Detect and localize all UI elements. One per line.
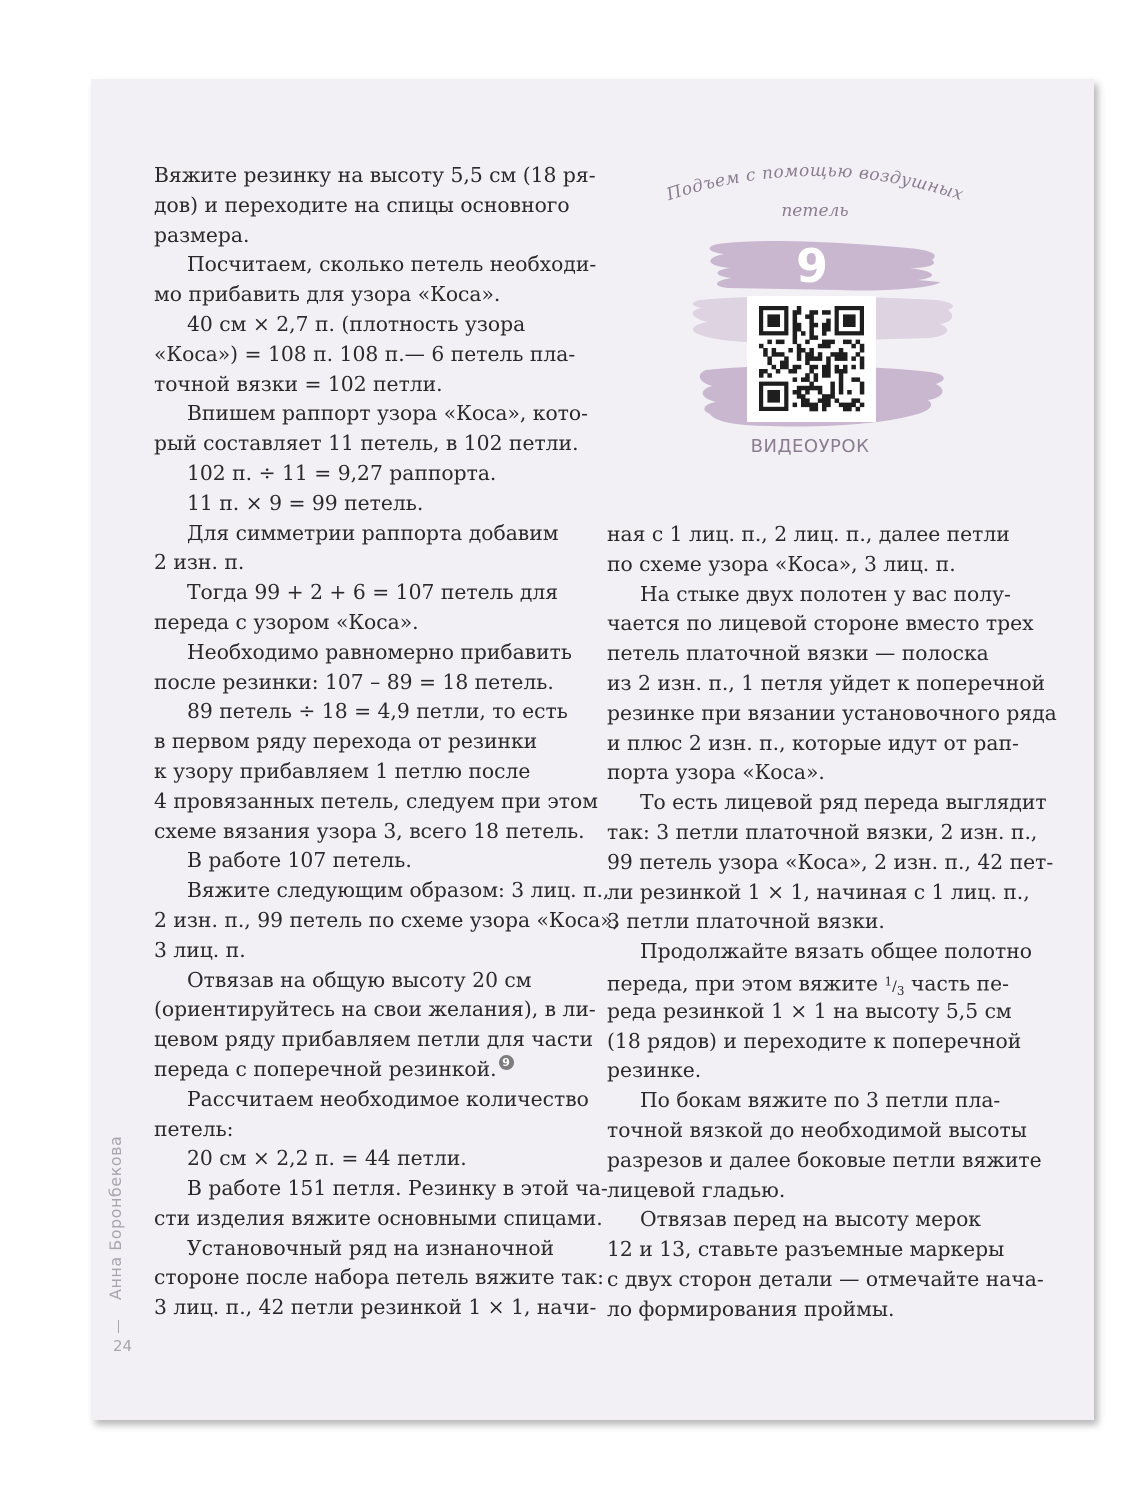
text-line: разрезов и далее боковые петли вяжите: [607, 1147, 1042, 1172]
text-line: размера.: [154, 222, 250, 247]
text-line: 2 изн. п.: [154, 550, 245, 575]
text-line: 40 см × 2,7 п. (плотность узора: [187, 311, 526, 336]
text-line: ло формирования проймы.: [607, 1296, 895, 1321]
text-line: ная с 1 лиц. п., 2 лиц. п., далее петли: [607, 522, 1010, 546]
text-line: Вяжите резинку на высоту 5,5 см (18 ря-: [154, 163, 596, 187]
text-line: Отвязав перед на высоту мерок: [640, 1207, 981, 1232]
text-line: к узору прибавляем 1 петлю после: [154, 758, 531, 783]
text-line: По бокам вяжите по 3 петли пла-: [640, 1088, 1001, 1113]
text-line: 89 петель ÷ 18 = 4,9 петли, то есть: [187, 699, 568, 724]
text-line: (18 рядов) и переходите к поперечной: [607, 1028, 1022, 1053]
text-line: порта узора «Коса».: [607, 760, 825, 785]
text-line: Установочный ряд на изнаночной: [187, 1235, 555, 1260]
text-line: Для симметрии раппорта добавим: [187, 520, 559, 545]
text-line: рый составляет 11 петель, в 102 петли.: [154, 431, 579, 456]
text-line: (ориентируйтесь на свои желания), в ли-: [154, 997, 596, 1022]
text-line: лицевой гладью.: [607, 1177, 786, 1202]
left-text-column: [154, 161, 619, 1323]
text-line: 11 п. × 9 = 99 петель.: [187, 490, 424, 515]
text-line: по схеме узора «Коса», 3 лиц. п.: [607, 551, 956, 576]
right-text-column: [607, 520, 1057, 1325]
text-line: петель:: [154, 1116, 234, 1141]
text-line: Впишем раппорт узора «Коса», кото-: [187, 401, 588, 426]
text-line: Отвязав на общую высоту 20 см: [187, 967, 532, 992]
text-line: точной вязкой до необходимой высоты: [607, 1117, 1027, 1142]
text-line: Вяжите следующим образом: 3 лиц. п.,: [187, 878, 610, 903]
text-line: точной вязки = 102 петли.: [154, 371, 443, 396]
text-line: из 2 изн. п., 1 петля уйдет к поперечной: [607, 670, 1046, 695]
text-line: и плюс 2 изн. п., которые идут от рап-: [607, 730, 1019, 755]
text-line: В работе 151 петля. Резинку в этой ча-: [187, 1176, 608, 1201]
video-reference-marker: 9: [499, 1055, 514, 1070]
text-line: так: 3 петли платочной вязки, 2 изн. п.,: [607, 819, 1038, 844]
text-line: дов) и переходите на спицы основного: [154, 192, 570, 217]
text-line: На стыке двух полотен у вас полу-: [640, 581, 1011, 606]
qr-code[interactable]: [747, 296, 876, 422]
text-line: после резинки: 107 – 89 = 18 петель.: [154, 669, 554, 694]
lesson-number: 9: [795, 239, 828, 293]
text-line: стороне после набора петель вяжите так:: [154, 1265, 604, 1290]
text-line: петель платочной вязки — полоска: [607, 641, 989, 666]
text-line: 99 петель узора «Коса», 2 изн. п., 42 пет-: [607, 849, 1054, 874]
text-line: 3 лиц. п., 42 петли резинкой 1 × 1, начи-: [154, 1295, 597, 1320]
text-line: резинке при вязании установочного ряда: [607, 700, 1057, 725]
text-line: переда с поперечной резинкой. 9: [154, 1055, 619, 1085]
text-line: 4 провязанных петель, следуем при этом: [154, 788, 598, 813]
text-line: 102 п. ÷ 11 = 9,27 раппорта.: [187, 460, 497, 485]
text-line: 12 и 13, ставьте разъемные маркеры: [607, 1237, 1005, 1262]
fraction-one-third: $^1/_3$: [884, 973, 905, 998]
text-line: резинке.: [607, 1058, 702, 1083]
text-line: реда резинкой 1 × 1 на высоту 5,5 см: [607, 998, 1012, 1023]
text-line: То есть лицевой ряд переда выглядит: [640, 790, 1047, 815]
author-name: Анна Боронбекова: [106, 1135, 125, 1300]
text-line: ли резинкой 1 × 1, начиная с 1 лиц. п.,: [607, 879, 1030, 904]
text-line: мо прибавить для узора «Коса».: [154, 282, 501, 307]
text-line: 2 изн. п., 99 петель по схеме узора «Коса»,: [154, 907, 620, 932]
qr-code-image: [747, 296, 876, 422]
text-line: переда с узором «Коса».: [154, 609, 419, 634]
text-line: 3 петли платочной вязки.: [607, 909, 885, 934]
text-line: чается по лицевой стороне вместо трех: [607, 611, 1034, 636]
text-line: 20 см × 2,2 п. = 44 петли.: [187, 1146, 467, 1171]
text-line: переда, при этом вяжите $^1/_3$ часть пе-: [607, 971, 1009, 998]
side-divider: [118, 1320, 119, 1333]
text-line: «Коса») = 108 п. 108 п.— 6 петель пла-: [154, 341, 576, 366]
text-line: сти изделия вяжите основными спицами.: [154, 1205, 603, 1230]
text-line: Продолжайте вязать общее полотно: [640, 939, 1032, 964]
text-line: Рассчитаем необходимое количество: [187, 1086, 589, 1111]
video-lesson-label: ВИДЕОУРОК: [750, 436, 870, 457]
badge-title-line2: петель: [781, 201, 849, 221]
text-line: с двух сторон детали — отмечайте нача-: [607, 1266, 1044, 1291]
badge-title-line1: Подъем с помощью воздушных: [664, 160, 966, 206]
badge-title-arc: [640, 150, 990, 240]
text-line: Посчитаем, сколько петель необходи-: [187, 252, 597, 277]
text-line: в первом ряду перехода от резинки: [154, 729, 538, 754]
text-line: Тогда 99 + 2 + 6 = 107 петель для: [187, 580, 559, 605]
text-line: цевом ряду прибавляем петли для части: [154, 1027, 593, 1052]
text-line: В работе 107 петель.: [187, 848, 412, 873]
svg-text:Подъем с помощью воздушных: [663, 161, 965, 205]
text-line: Необходимо равномерно прибавить: [187, 639, 572, 664]
text-line: 3 лиц. п.: [154, 937, 246, 962]
text-line: схеме вязания узора 3, всего 18 петель.: [154, 818, 585, 843]
page-number: 24: [113, 1337, 133, 1355]
